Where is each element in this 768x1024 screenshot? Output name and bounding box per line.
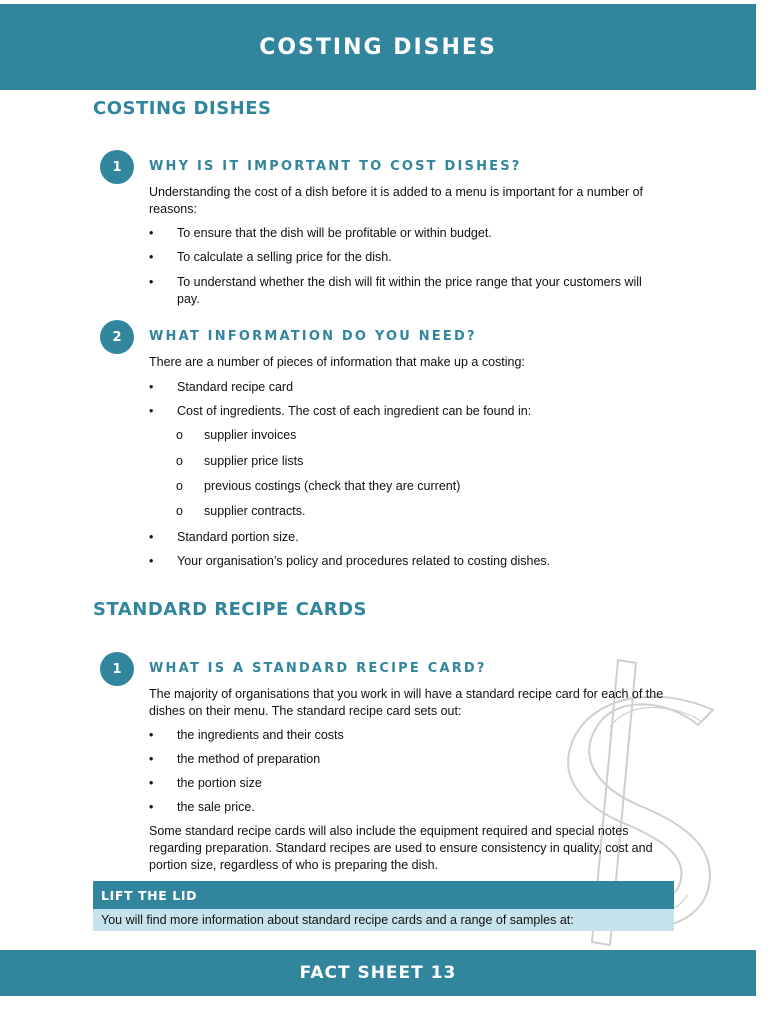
bullet-mark: • — [149, 530, 154, 544]
page-title: COSTING DISHES — [259, 34, 497, 60]
lift-the-lid-title: LIFT THE LID — [101, 887, 198, 903]
sub-bullet-mark: o — [176, 504, 183, 518]
sub-list-item-text: supplier price lists — [204, 454, 304, 468]
bullet-mark: • — [149, 380, 154, 394]
list-item-text: Standard recipe card — [177, 380, 294, 394]
lift-the-lid-heading — [93, 881, 674, 909]
list-item-text: the method of preparation — [177, 752, 321, 766]
sub-list-item-text: supplier invoices — [204, 428, 297, 442]
lift-the-lid-text: You will find more information about standard recipe cards and a range of samples at: — [101, 913, 574, 927]
list-item-text: the sale price. — [177, 800, 255, 814]
list-item-text: Standard portion size. — [177, 530, 299, 544]
paragraph-intro: There are a number of pieces of information that make up a costing: — [149, 355, 525, 369]
number-badge: 1 — [100, 150, 134, 184]
sub-bullet-mark: o — [176, 428, 183, 442]
sub-bullet-mark: o — [176, 479, 183, 493]
sub-heading-what-is-recipe-card: WHAT IS A STANDARD RECIPE CARD? — [149, 661, 487, 676]
list-item-text: the portion size — [177, 776, 262, 790]
paragraph-intro: The majority of organisations that you work in will have a standard recipe card for each of the dishes on their menu. The standard recipe card sets out: — [149, 687, 664, 718]
sub-list-item-text: supplier contracts. — [204, 504, 306, 518]
page-footer — [0, 950, 756, 996]
bullet-mark: • — [149, 800, 154, 814]
bullet-mark: • — [149, 226, 154, 240]
bullet-mark: • — [149, 728, 154, 742]
page-header — [0, 4, 756, 90]
footer-label: FACT SHEET 13 — [299, 963, 457, 983]
bullet-mark: • — [149, 275, 154, 289]
sub-heading-info-needed: WHAT INFORMATION DO YOU NEED? — [149, 329, 477, 344]
bullet-mark: • — [149, 404, 154, 418]
list-item-text: Your organisation’s policy and procedures related to costing dishes. — [177, 554, 551, 568]
paragraph-outro: Some standard recipe cards will also include the equipment required and special notes regarding preparation. Standard recipes are used to ensure consistency in quality, cost and portion size, regardless of who is preparing the dish. — [149, 824, 653, 872]
bullet-mark: • — [149, 554, 154, 568]
sub-list-item-text: previous costings (check that they are current) — [204, 479, 461, 493]
number-badge: 1 — [100, 652, 134, 686]
paragraph-intro: Understanding the cost of a dish before it is added to a menu is important for a number of reasons: — [149, 185, 644, 216]
number-badge: 2 — [100, 320, 134, 354]
bullet-mark: • — [149, 250, 154, 264]
section-title-costing-dishes: COSTING DISHES — [93, 98, 272, 119]
list-item-text: To understand whether the dish will fit within the price range that your customers will pay. — [177, 275, 642, 306]
list-item-text: To calculate a selling price for the dish. — [177, 250, 392, 264]
bullet-mark: • — [149, 752, 154, 766]
list-item-text: the ingredients and their costs — [177, 728, 344, 742]
lift-the-lid-body — [93, 909, 674, 931]
sub-heading-why-cost: WHY IS IT IMPORTANT TO COST DISHES? — [149, 159, 522, 174]
bullet-mark: • — [149, 776, 154, 790]
list-item-text: To ensure that the dish will be profitable or within budget. — [177, 226, 492, 240]
sub-bullet-mark: o — [176, 454, 183, 468]
list-item-text: Cost of ingredients. The cost of each ingredient can be found in: — [177, 404, 532, 418]
section-title-standard-recipe-cards: STANDARD RECIPE CARDS — [93, 599, 368, 620]
